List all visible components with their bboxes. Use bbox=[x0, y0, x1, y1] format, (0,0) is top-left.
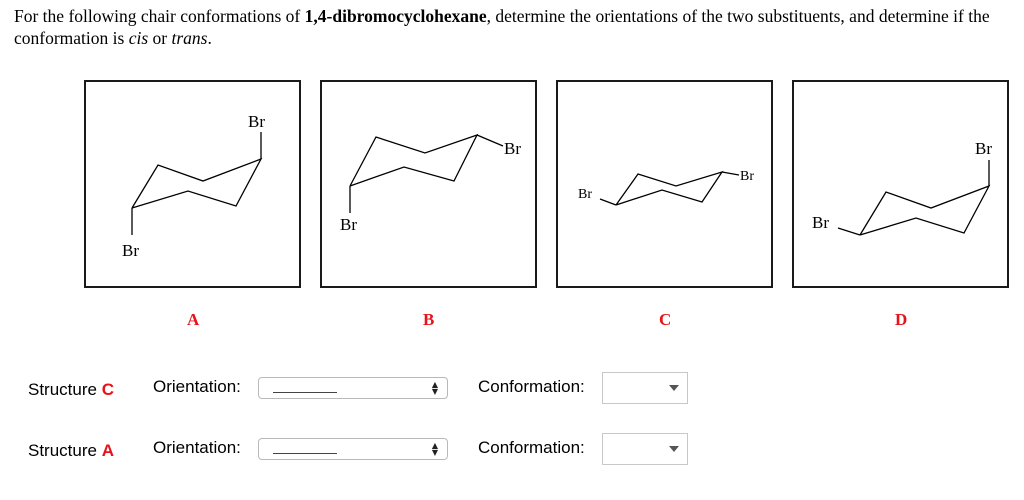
row-label: Structure C bbox=[28, 380, 114, 399]
compound-name: 1,4-dibromocyclohexane bbox=[304, 6, 487, 26]
trans-term: trans bbox=[171, 28, 208, 48]
br-label: Br bbox=[340, 215, 357, 234]
row-structure-letter: C bbox=[101, 380, 114, 399]
question-text: For the following chair conformations of 1,4-dibromocyclohexane, determine the orientations of the two substituents, and determine if the conformation is cis or trans. bbox=[14, 6, 990, 48]
conformation-label: Conformation: bbox=[478, 438, 585, 457]
caret-down-icon bbox=[669, 446, 679, 452]
structure-c-box bbox=[556, 80, 773, 288]
br-label: Br bbox=[248, 112, 265, 131]
br-label: Br bbox=[812, 213, 829, 232]
br-label: Br bbox=[122, 241, 139, 260]
updown-arrows-icon: ▲ ▼ bbox=[431, 441, 438, 457]
orientation-label: Orientation: bbox=[153, 377, 241, 396]
br-label: Br bbox=[578, 187, 592, 202]
conformation-label: Conformation: bbox=[478, 377, 585, 396]
br-label: Br bbox=[504, 139, 521, 158]
orientation-select[interactable] bbox=[258, 377, 448, 399]
chair-d-drawing bbox=[794, 82, 1011, 290]
conformation-select[interactable] bbox=[602, 433, 688, 465]
answer-row-structure-a bbox=[0, 436, 1024, 468]
structure-d-box bbox=[792, 80, 1009, 288]
chair-c-drawing bbox=[558, 82, 775, 290]
updown-arrows-icon: ▲ ▼ bbox=[431, 380, 438, 396]
structure-b-letter: B bbox=[423, 310, 435, 329]
structure-c-letter: C bbox=[659, 310, 672, 329]
orientation-label: Orientation: bbox=[153, 438, 241, 457]
chair-a-drawing bbox=[86, 82, 303, 290]
select-placeholder bbox=[273, 453, 337, 454]
structure-a-letter: A bbox=[187, 310, 200, 329]
br-label: Br bbox=[975, 139, 992, 158]
structure-d-letter: D bbox=[895, 310, 908, 329]
row-structure-letter: A bbox=[101, 441, 114, 460]
br-label: Br bbox=[740, 169, 754, 184]
structure-b-box bbox=[320, 80, 537, 288]
caret-down-icon bbox=[669, 385, 679, 391]
cis-term: cis bbox=[128, 28, 149, 48]
select-placeholder bbox=[273, 392, 337, 393]
conformation-select[interactable] bbox=[602, 372, 688, 404]
chair-b-drawing bbox=[322, 82, 539, 290]
structure-a-box bbox=[84, 80, 301, 288]
orientation-select[interactable] bbox=[258, 438, 448, 460]
answer-row-structure-c bbox=[0, 375, 1024, 407]
row-label: Structure A bbox=[28, 441, 114, 460]
